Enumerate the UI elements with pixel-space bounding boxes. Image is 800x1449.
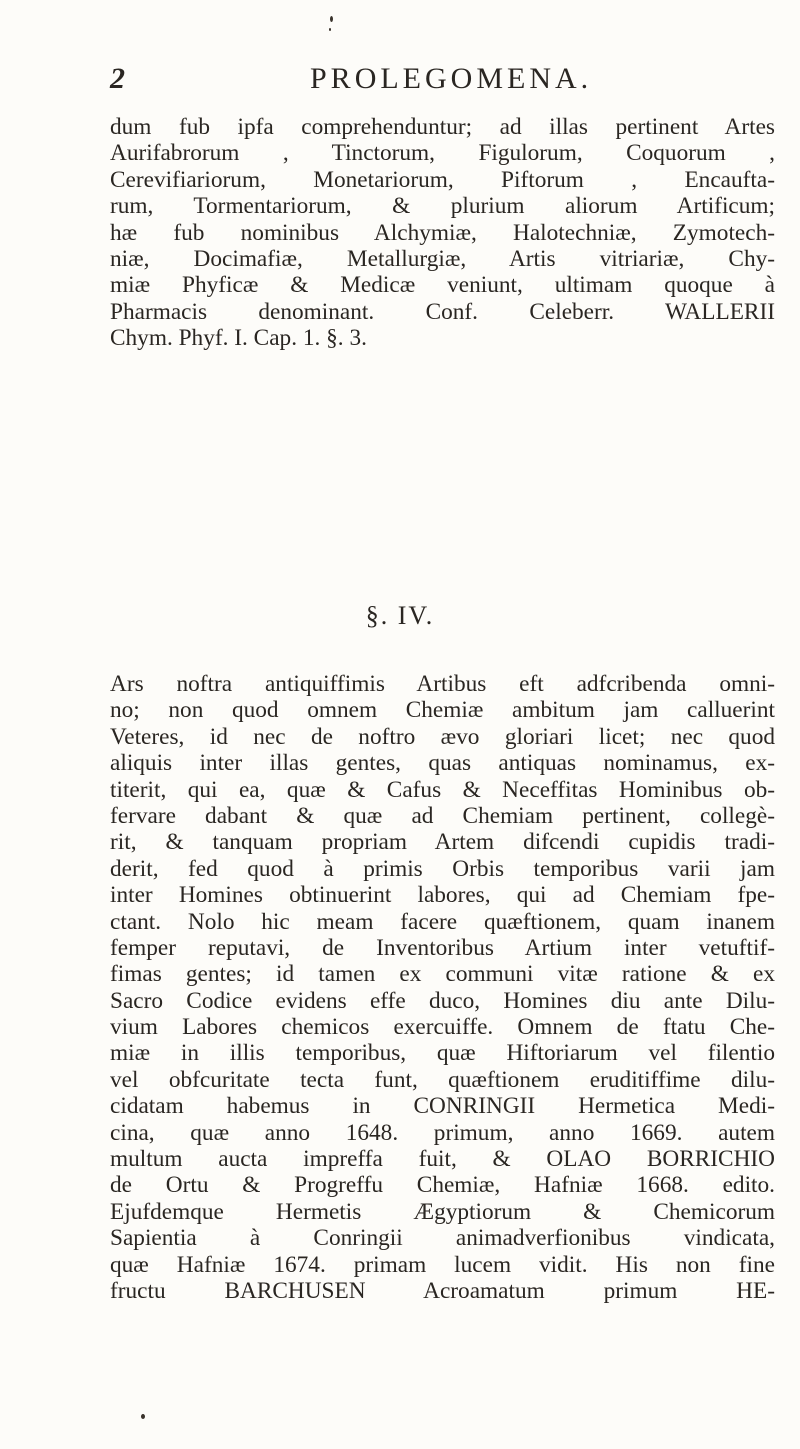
text-line: multum aucta impreffa fuit, & OLAO BORRICHIO: [110, 1146, 775, 1173]
text-line: hæ fub nominibus Alchymiæ, Halotechniæ, Zymotech-: [110, 219, 775, 246]
text-line: niæ, Docimafiæ, Metallurgiæ, Artis vitriariæ, Chy-: [110, 245, 775, 272]
text-line: Ars noftra antiquiffimis Artibus eft adfcribenda omni-: [110, 671, 775, 697]
text-line: miæ in illis temporibus, quæ Hiftoriarum vel filentio: [110, 1040, 775, 1067]
text-line: Aurifabrorum , Tinctorum, Figulorum, Coquorum ,: [110, 140, 775, 167]
text-line: fervare dabant & quæ ad Chemiam pertinent, collegè-: [110, 802, 775, 829]
paragraph-2: [110, 671, 775, 1304]
running-head: [110, 62, 770, 102]
ink-speck: [141, 1414, 145, 1419]
ink-speck: [329, 28, 331, 31]
text-line: no; non quod omnem Chemiæ ambitum jam calluerint: [110, 697, 775, 724]
text-line: inter Homines obtinuerint labores, qui ad Chemiam fpe-: [110, 882, 775, 909]
text-line: Veteres, id nec de noftro ævo gloriari licet; nec quod: [110, 723, 775, 750]
paragraph-1: [110, 114, 775, 352]
text-line: aliquis inter illas gentes, quas antiquas nominamus, ex-: [110, 750, 775, 777]
text-line: titerit, qui ea, quæ & Cafus & Neceffitas Hominibus ob-: [110, 776, 775, 803]
ink-speck: [330, 16, 333, 22]
text-line: quæ Hafniæ 1674. primam lucem vidit. His non fine: [110, 1251, 775, 1278]
section-heading: §. IV.: [365, 601, 435, 630]
text-line: ctant. Nolo hic meam facere quæftionem, quam inanem: [110, 908, 775, 935]
page-number: 2: [110, 62, 126, 95]
text-line: vel obfcuritate tecta funt, quæftionem eruditiffime dilu-: [110, 1066, 775, 1093]
text-line: Chym. Phyf. I. Cap. 1. §. 3.: [110, 325, 367, 352]
text-line: de Ortu & Progreffu Chemiæ, Hafniæ 1668. edito.: [110, 1172, 775, 1199]
text-line: rit, & tanquam propriam Artem difcendi cupidis tradi-: [110, 829, 775, 856]
text-line: derit, fed quod à primis Orbis temporibus varii jam: [110, 855, 775, 882]
text-line: fimas gentes; id tamen ex communi vitæ ratione & ex: [110, 961, 775, 988]
text-line: rum, Tormentariorum, & plurium aliorum Artificum;: [110, 193, 775, 220]
text-line: Ejufdemque Hermetis Ægyptiorum & Chemicorum: [110, 1198, 775, 1225]
text-line: fructu BARCHUSEN Acroamatum primum HE-: [110, 1277, 775, 1304]
text-line: dum fub ipfa comprehenduntur; ad illas pertinent Artes: [110, 114, 775, 140]
text-line: Pharmacis denominant. Conf. Celeberr. WALLERII: [110, 298, 775, 325]
running-title: PROLEGOMENA.: [310, 62, 593, 95]
text-line: Sapientia à Conringii animadverfionibus vindicata,: [110, 1225, 775, 1252]
text-line: cina, quæ anno 1648. primum, anno 1669. autem: [110, 1119, 775, 1146]
text-line: Sacro Codice evidens effe duco, Homines diu ante Dilu-: [110, 987, 775, 1014]
text-line: femper reputavi, de Inventoribus Artium inter vetuftif-: [110, 934, 775, 961]
text-line: miæ Phyficæ & Medicæ veniunt, ultimam quoque à: [110, 272, 775, 299]
text-line: vium Labores chemicos exercuiffe. Omnem de ftatu Che-: [110, 1014, 775, 1041]
text-line: Cerevifiariorum, Monetariorum, Piftorum , Encaufta-: [110, 166, 775, 193]
text-line: cidatam habemus in CONRINGII Hermetica Medi-: [110, 1093, 775, 1120]
